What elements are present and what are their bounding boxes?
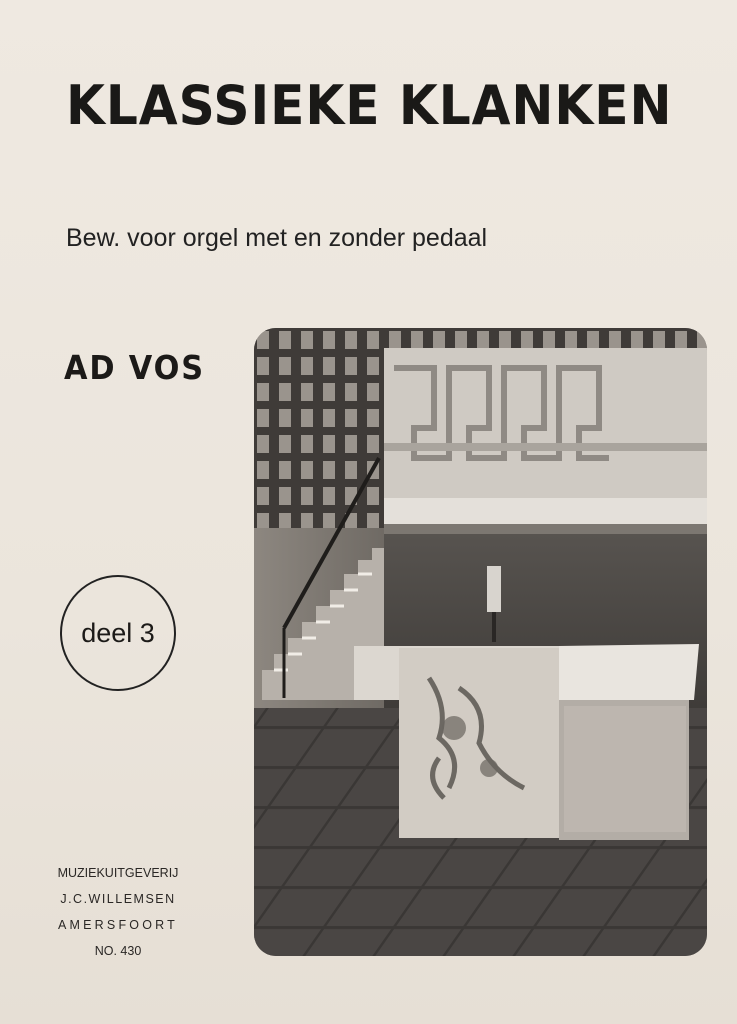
cover-subtitle: Bew. voor orgel met en zonder pedaal [66, 224, 488, 252]
volume-badge [60, 575, 176, 691]
publisher-line-2: J.C.WILLEMSEN [60, 892, 176, 906]
church-interior-photo [254, 328, 707, 956]
church-interior-altar-photo-icon [254, 328, 707, 956]
author-name: AD VOS [64, 348, 205, 387]
volume-label: deel 3 [81, 617, 155, 648]
catalog-number: NO. 430 [94, 944, 142, 958]
publisher-line-1: MUZIEKUITGEVERIJ [57, 866, 179, 880]
publisher-block [40, 860, 196, 964]
cover-title: KLASSIEKE KLANKEN [66, 74, 673, 137]
publisher-line-3: AMERSFOORT [58, 918, 178, 932]
